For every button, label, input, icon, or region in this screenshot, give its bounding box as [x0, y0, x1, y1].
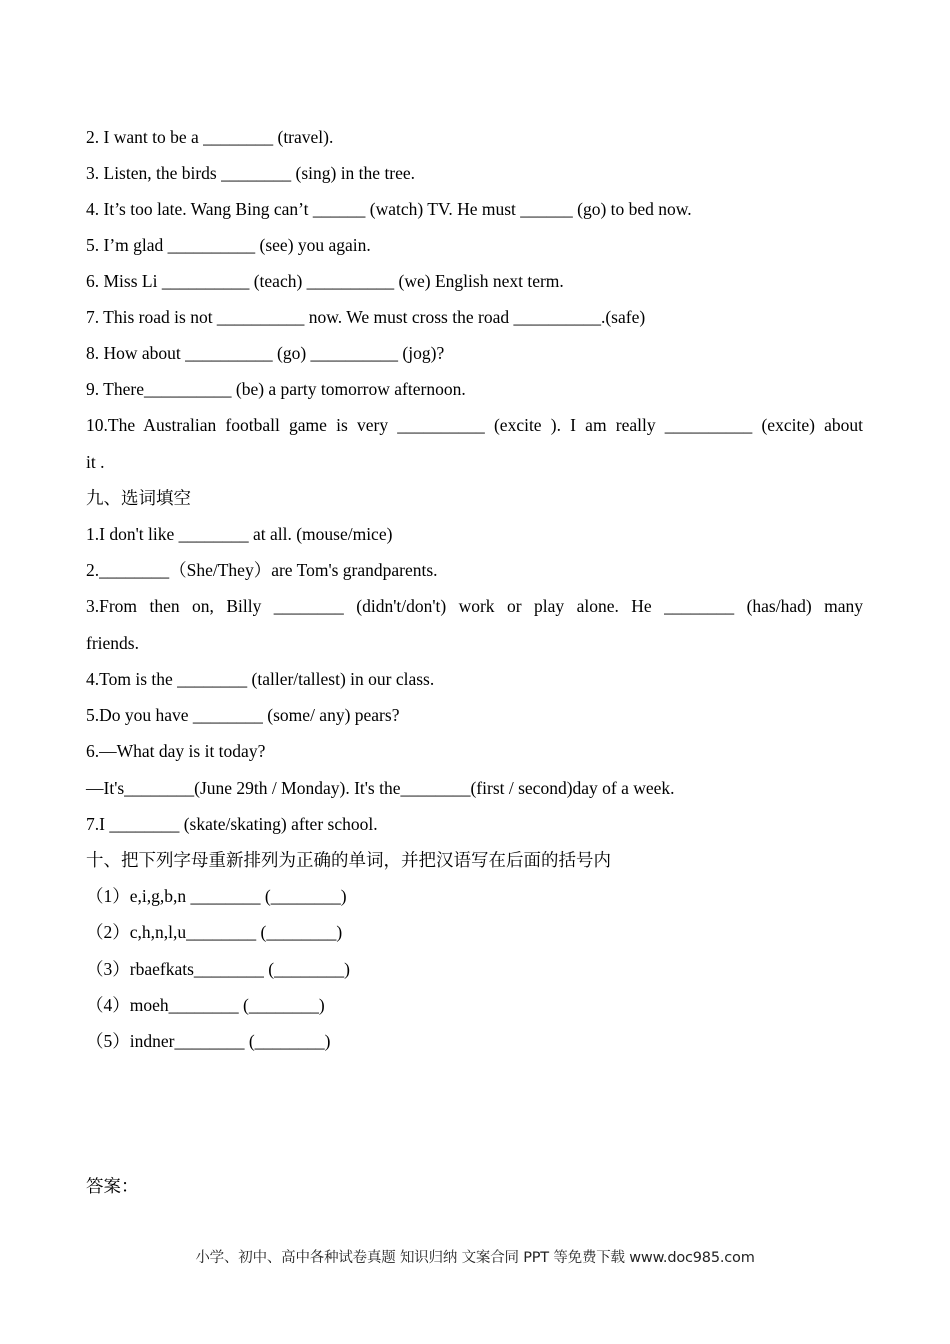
exercise-line: 8. How about __________ (go) __________ (jog)?	[86, 343, 445, 363]
exercise-line: friends.	[86, 633, 139, 653]
exercise-line: （3）rbaefkats________ (________)	[86, 959, 350, 979]
exercise-line: 7.I ________ (skate/skating) after school.	[86, 814, 378, 834]
section-heading: 十、把下列字母重新排列为正确的单词，并把汉语写在后面的括号内	[86, 850, 611, 870]
exercise-line: 6.—What day is it today?	[86, 741, 266, 761]
exercise-line: 5. I’m glad __________ (see) you again.	[86, 235, 371, 255]
exercise-line: 1.I don't like ________ at all. (mouse/mice)	[86, 524, 393, 544]
exercise-line: 9. There__________ (be) a party tomorrow afternoon.	[86, 379, 466, 399]
exercise-line: 5.Do you have ________ (some/ any) pears?	[86, 705, 400, 725]
exercise-line: 4.Tom is the ________ (taller/tallest) in our class.	[86, 669, 435, 689]
answers-label: 答案：	[86, 1176, 139, 1196]
footer-watermark: 小学、初中、高中各种试卷真题 知识归纳 文案合同 PPT 等免费下载 www.doc985.com	[195, 1250, 755, 1266]
section-heading: 九、选词填空	[86, 488, 191, 508]
exercise-line: （5）indner________ (________)	[86, 1031, 331, 1051]
exercise-line: —It's________(June 29th / Monday). It's the________(first / second)day of a week.	[86, 778, 675, 798]
exercise-line: it .	[86, 452, 105, 472]
exercise-line: 7. This road is not __________ now. We must cross the road __________.(safe)	[86, 307, 646, 327]
exercise-line: （4）moeh________ (________)	[86, 995, 325, 1015]
exercise-line: 2. I want to be a ________ (travel).	[86, 127, 334, 147]
exercise-line: 2.________（She/They）are Tom's grandparents.	[86, 560, 438, 580]
exercise-line: 3.From then on, Billy ________ (didn't/don't) work or play alone. He ________ (has/had) many	[86, 596, 863, 616]
exercise-line: （1）e,i,g,b,n ________ (________)	[86, 886, 347, 906]
exercise-line: （2）c,h,n,l,u________ (________)	[86, 922, 343, 942]
exercise-line: 4. It’s too late. Wang Bing can’t ______ (watch) TV. He must ______ (go) to bed now.	[86, 199, 692, 219]
exercise-line: 3. Listen, the birds ________ (sing) in the tree.	[86, 163, 416, 183]
exercise-line: 10.The Australian football game is very __________ (excite ). I am really __________ (excite) about	[86, 415, 863, 435]
exercise-line: 6. Miss Li __________ (teach) __________ (we) English next term.	[86, 271, 564, 291]
